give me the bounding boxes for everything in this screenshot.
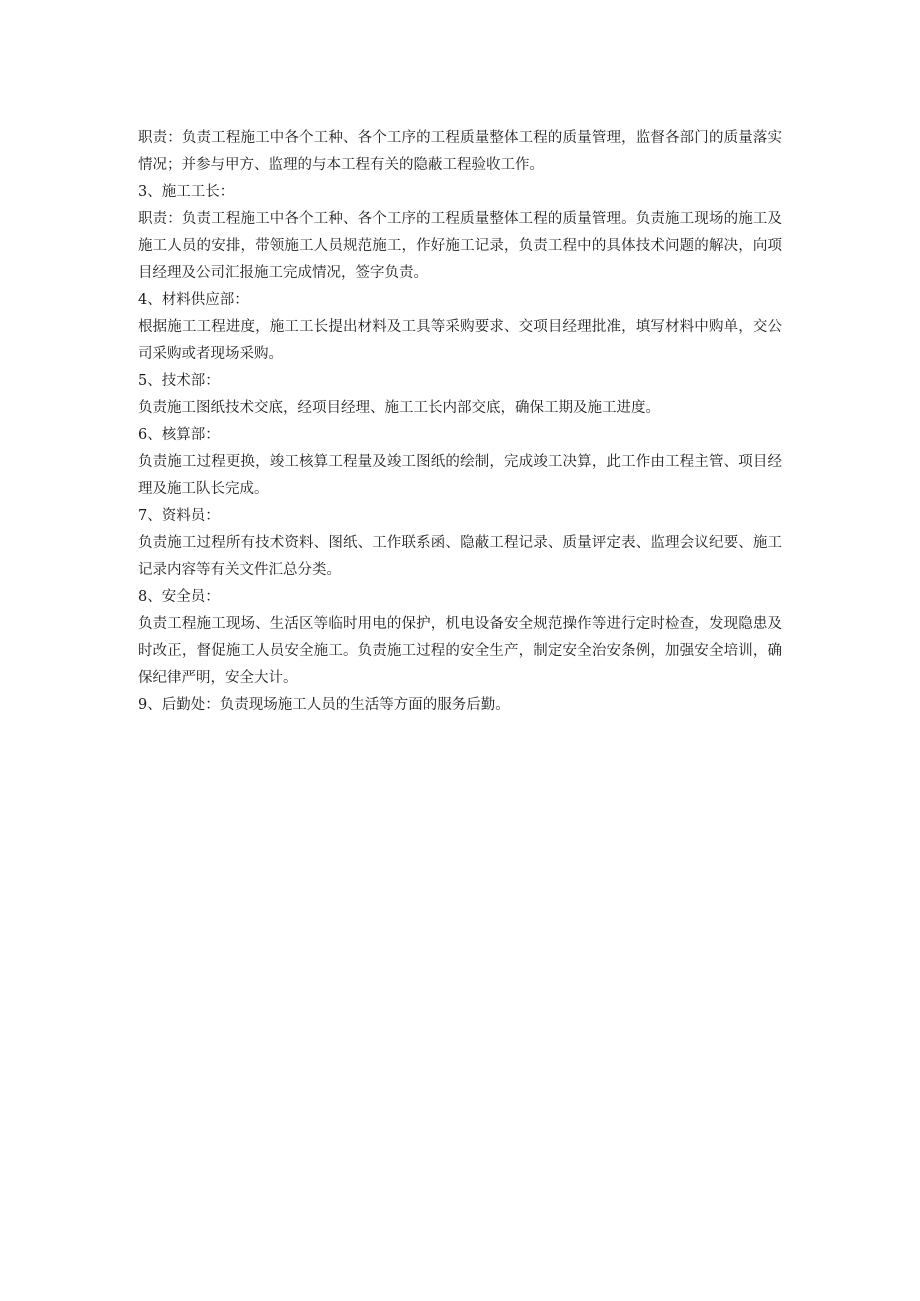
paragraph-technical-dept-duties: 负责施工图纸技术交底，经项目经理、施工工长内部交底，确保工期及施工进度。 bbox=[138, 400, 660, 416]
paragraph-accounting-dept-duties: 负责施工过程更换，竣工核算工程量及竣工图纸的绘制，完成竣工决算，此工作由工程主管、项目经理及施工队长完成。 bbox=[138, 454, 782, 497]
document-body bbox=[138, 125, 782, 719]
paragraph-safety-officer-duties: 负责工程施工现场、生活区等临时用电的保护，机电设备安全规范操作等进行定时检查，发现隐患及时改正，督促施工人员安全施工。负责施工过程的安全生产，制定安全治安条例，加强安全培训，确保纪律严明，安全大计。 bbox=[138, 616, 782, 686]
heading-materials-supply: 4、材料供应部： bbox=[138, 292, 249, 308]
paragraph-materials-supply-duties: 根据施工工程进度，施工工长提出材料及工具等采购要求、交项目经理批准，填写材料中购单，交公司采购或者现场采购。 bbox=[138, 319, 782, 362]
heading-safety-officer: 8、安全员： bbox=[138, 589, 220, 605]
heading-technical-dept: 5、技术部： bbox=[138, 373, 220, 389]
heading-site-foreman: 3、施工工长： bbox=[138, 184, 235, 200]
paragraph-documentation-clerk-duties: 负责施工过程所有技术资料、图纸、工作联系函、隐蔽工程记录、质量评定表、监理会议纪要、施工记录内容等有关文件汇总分类。 bbox=[138, 535, 782, 578]
heading-documentation-clerk: 7、资料员： bbox=[138, 508, 220, 524]
paragraph-logistics: 9、后勤处：负责现场施工人员的生活等方面的服务后勤。 bbox=[138, 697, 510, 713]
heading-accounting-dept: 6、核算部： bbox=[138, 427, 220, 443]
paragraph-quality-duties: 职责：负责工程施工中各个工种、各个工序的工程质量整体工程的质量管理，监督各部门的质量落实情况；并参与甲方、监理的与本工程有关的隐蔽工程验收工作。 bbox=[138, 130, 782, 173]
paragraph-site-foreman-duties: 职责：负责工程施工中各个工种、各个工序的工程质量整体工程的质量管理。负责施工现场的施工及施工人员的安排，带领施工人员规范施工，作好施工记录，负责工程中的具体技术问题的解决，向项目经理及公司汇报施工完成情况，签字负责。 bbox=[138, 211, 782, 281]
